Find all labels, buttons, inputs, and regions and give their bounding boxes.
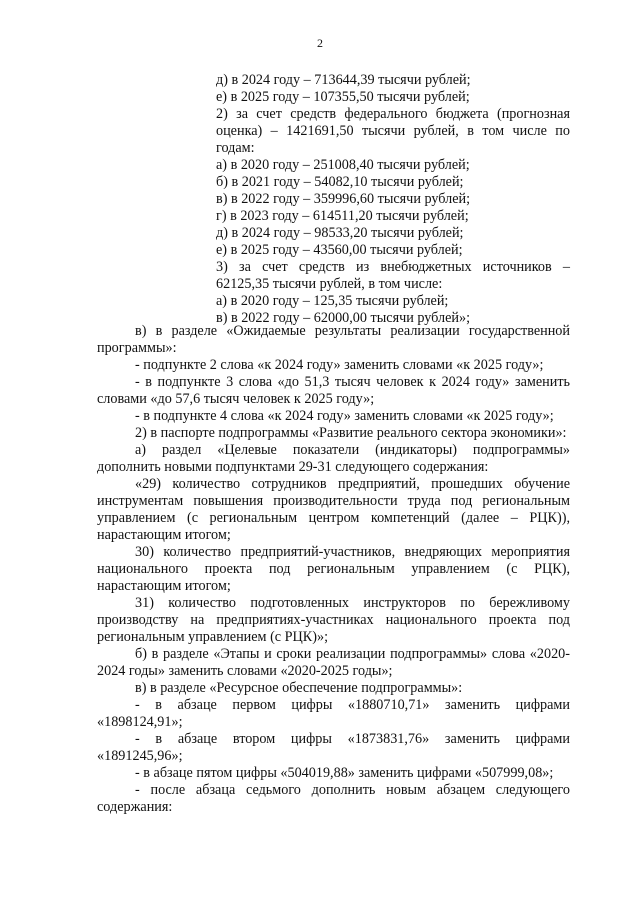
paragraph: - в абзаце пятом цифры «504019,88» заменить цифрами «507999,08»; bbox=[135, 765, 554, 781]
paragraph: б) в разделе «Этапы и сроки реализации подпрограммы» слова «2020-2024 годы» заменить словами «2020-2025 годы»; bbox=[97, 646, 570, 679]
paragraph: а) раздел «Целевые показатели (индикаторы) подпрограммы» дополнить новыми подпунктами 29-31 следующего содержания: bbox=[97, 442, 570, 475]
paragraph: 3) за счет средств из внебюджетных источников – 62125,35 тысячи рублей, в том числе: bbox=[216, 259, 570, 292]
amendments-block bbox=[97, 323, 570, 816]
paragraph: - подпункте 2 слова «к 2024 году» заменить словами «к 2025 году»; bbox=[135, 357, 544, 373]
paragraph: - в абзаце втором цифры «1873831,76» заменить цифрами «1891245,96»; bbox=[97, 731, 570, 764]
paragraph: 2) за счет средств федерального бюджета (прогнозная оценка) – 1421691,50 тысячи рублей, в том числе по годам: bbox=[216, 106, 570, 156]
paragraph: - в подпункте 4 слова «к 2024 году» заменить словами «к 2025 году»; bbox=[135, 408, 554, 424]
paragraph: - после абзаца седьмого дополнить новым абзацем следующего содержания: bbox=[97, 782, 570, 815]
paragraph: е) в 2025 году – 43560,00 тысячи рублей; bbox=[216, 242, 463, 258]
paragraph: г) в 2023 году – 614511,20 тысячи рублей; bbox=[216, 208, 469, 224]
funding-continuation-block bbox=[216, 72, 570, 327]
paragraph: д) в 2024 году – 98533,20 тысячи рублей; bbox=[216, 225, 464, 241]
paragraph: а) в 2020 году – 125,35 тысячи рублей; bbox=[216, 293, 449, 309]
paragraph: - в абзаце первом цифры «1880710,71» заменить цифрами «1898124,91»; bbox=[97, 697, 570, 730]
paragraph: в) в 2022 году – 359996,60 тысячи рублей; bbox=[216, 191, 471, 207]
paragraph: 30) количество предприятий-участников, внедряющих мероприятия национального проекта под региональным управлением (с РЦК), нарастающим итогом; bbox=[97, 544, 570, 594]
paragraph: 2) в паспорте подпрограммы «Развитие реального сектора экономики»: bbox=[135, 425, 567, 441]
paragraph: «29) количество сотрудников предприятий, прошедших обучение инструментам повышения производительности труда под региональным управлением (с региональным центром компетенций (далее – РЦК)), нарастающим итогом; bbox=[97, 476, 570, 543]
paragraph: е) в 2025 году – 107355,50 тысячи рублей; bbox=[216, 89, 470, 105]
paragraph: д) в 2024 году – 713644,39 тысячи рублей; bbox=[216, 72, 471, 88]
paragraph: б) в 2021 году – 54082,10 тысячи рублей; bbox=[216, 174, 464, 190]
paragraph: в) в 2022 году – 62000,00 тысячи рублей»; bbox=[216, 310, 471, 326]
paragraph: а) в 2020 году – 251008,40 тысячи рублей; bbox=[216, 157, 470, 173]
paragraph: в) в разделе «Ресурсное обеспечение подпрограммы»: bbox=[135, 680, 463, 696]
page-number: 2 bbox=[317, 36, 323, 50]
paragraph: в) в разделе «Ожидаемые результаты реализации государственной программы»: bbox=[97, 323, 570, 356]
paragraph: 31) количество подготовленных инструкторов по бережливому производству на предприятиях-участниках национального проекта под региональным управлением (с РЦК)»; bbox=[97, 595, 570, 645]
paragraph: - в подпункте 3 слова «до 51,3 тысяч человек к 2024 году» заменить словами «до 57,6 тысяч человек к 2025 году»; bbox=[97, 374, 570, 407]
